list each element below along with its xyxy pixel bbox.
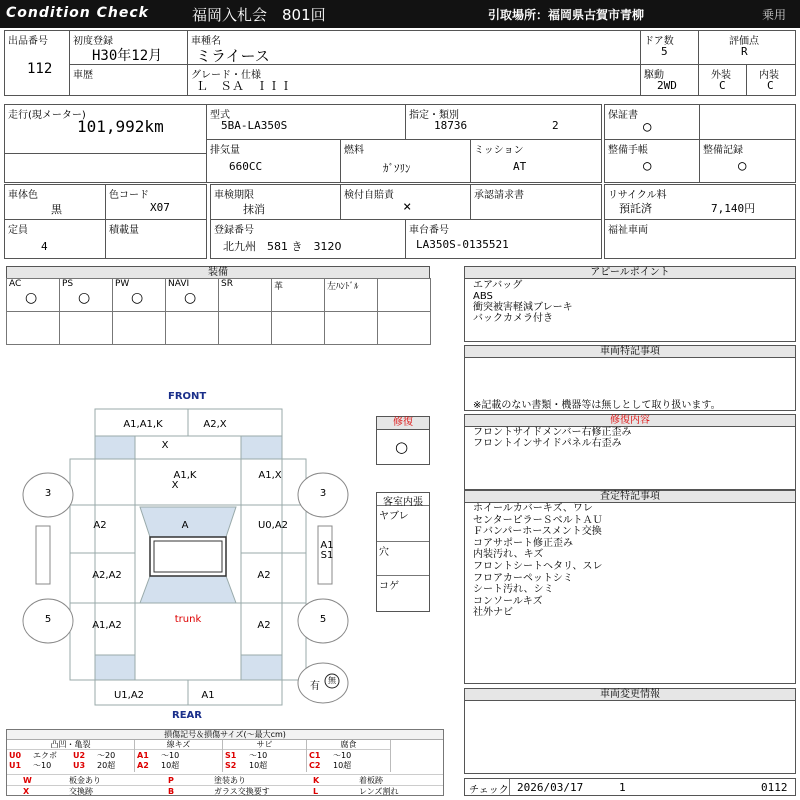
inspection-note-line: コアサポート修正歪み: [473, 537, 573, 549]
maintenance-label: 整備手帳: [608, 145, 648, 156]
legend-row: [307, 761, 391, 771]
equipment-value: ○: [131, 290, 144, 306]
spare-tire-mark: 無: [328, 676, 336, 685]
inspection-note-line: ホイールカバーキズ、ワレ: [473, 503, 593, 514]
repair-history-value: ○: [395, 438, 409, 456]
interior-lining-title: 客室内張: [377, 493, 429, 506]
rear-right-tire: 5: [319, 614, 327, 625]
repair-line: フロントインサイドパネル右歪み: [473, 438, 622, 449]
legend-desc: 20超: [97, 761, 116, 770]
body-color: 黒: [51, 203, 62, 216]
appeal-line: ABS: [473, 291, 493, 302]
equipment-name: NAVI: [168, 279, 190, 289]
interior-grade: C: [767, 79, 774, 92]
inspection-notes-title: 査定特記事項: [464, 490, 796, 503]
lot-number: 112: [27, 61, 53, 77]
rear-right-bumper-damage: A1: [201, 690, 215, 701]
legend-code: U2: [73, 751, 86, 760]
inspection: 抹消: [243, 203, 265, 216]
inspection-note-line: センターピラーＳベルトＡＵ: [473, 514, 603, 526]
legend-desc: 交換跡: [69, 787, 93, 796]
legend-code: X: [23, 787, 30, 796]
legend-code: S2: [225, 761, 237, 770]
equipment-name: PS: [62, 279, 74, 289]
front-label: FRONT: [168, 391, 207, 402]
special-notes-text: ※記載のない書類・機器等は無しとして取り扱います。: [473, 400, 721, 411]
legend-group: [135, 740, 223, 772]
legend-code-row: [7, 774, 443, 785]
model: 5BA-LA350S: [221, 119, 288, 132]
interior-label: 内装: [759, 70, 779, 81]
legend-desc: 〜10: [33, 761, 52, 770]
rear-left-door-damage: A2,A2: [92, 570, 122, 581]
exterior-grade: C: [719, 79, 726, 92]
vehicle-class: 乗用: [762, 8, 787, 22]
drive: 2WD: [657, 79, 677, 92]
right-quarter-damage: A2: [257, 620, 271, 631]
legend-desc: 板金あり: [69, 776, 101, 785]
legend-desc: エクボ: [33, 751, 57, 760]
legend-group: [223, 740, 307, 772]
inspection-note-line: フロントシートヘタリ、スレ: [473, 560, 603, 572]
legend-desc: 塗装あり: [214, 776, 246, 785]
mileage: 101,992km: [77, 117, 164, 136]
interior-row-hole: 穴: [379, 547, 389, 558]
first-registration: H30年12月: [92, 48, 163, 64]
legend-code: U0: [9, 751, 22, 760]
legend-code: K: [313, 776, 320, 785]
front-left-door-damage: A2: [93, 520, 107, 531]
interior-row-tear: ヤブレ: [379, 511, 409, 522]
front-left-tire: 3: [44, 488, 52, 499]
legend-desc: ガラス交換要す: [214, 787, 270, 796]
check-date: 2026/03/17: [517, 781, 584, 794]
approval-label: 承認請求書: [474, 190, 524, 201]
legend-desc: 〜20: [97, 751, 116, 760]
history-label: 車歴: [73, 70, 93, 81]
legend-desc: 〜10: [333, 751, 352, 760]
legend-row: [307, 751, 391, 761]
legend-group: [7, 740, 135, 772]
plate: 北九州 581 き 3120: [223, 240, 342, 253]
left-quarter-damage: A1,A2: [92, 620, 122, 631]
first-registration-label: 初度登録: [73, 36, 113, 47]
welfare-label: 福祉車両: [608, 225, 648, 236]
rear-left-bumper-damage: U1,A2: [113, 690, 145, 701]
right-fender-damage: A1,X: [258, 470, 282, 481]
legend-title: 損傷記号＆損傷サイズ(〜最大cm): [7, 730, 443, 740]
check-number: 0112: [761, 781, 788, 794]
legend-code: P: [168, 776, 174, 785]
auction-title: 福岡入札会 801回: [192, 6, 326, 24]
legend-group-title: サビ: [223, 740, 306, 750]
legend-desc: 10超: [249, 761, 268, 770]
displacement-label: 排気量: [210, 145, 240, 156]
displacement: 660CC: [229, 160, 263, 173]
inspection-note-line: シート汚れ、シミ: [473, 584, 554, 596]
model-label: 型式: [210, 110, 230, 121]
transmission-label: ミッション: [474, 145, 524, 156]
condition-check-logo: Condition Check: [6, 5, 149, 21]
equipment-value: ○: [184, 290, 197, 306]
color-code-label: 色コード: [109, 190, 149, 201]
repair-history-title: 修復: [376, 416, 430, 430]
maintenance-record-label: 整備記録: [703, 145, 743, 156]
appeal-line: バックカメラ付き: [473, 313, 553, 324]
rear-label: REAR: [172, 710, 202, 721]
lot-number-label: 出品番号: [8, 36, 48, 47]
legend-code-row: [7, 785, 443, 796]
cert-label: 指定・類別: [409, 110, 459, 121]
legend-desc: 〜10: [161, 751, 180, 760]
legend-desc: 10超: [161, 761, 180, 770]
legend-desc: 〜10: [249, 751, 268, 760]
special-notes-title: 車両特記事項: [464, 345, 796, 358]
exterior-label: 外装: [711, 70, 731, 81]
legend-code: C2: [309, 761, 321, 770]
change-info-title: 車両変更情報: [464, 688, 796, 701]
fuel: ｶﾞｿﾘﾝ: [383, 162, 411, 175]
equipment-name: 左ﾊﾝﾄﾞﾙ: [327, 282, 359, 292]
legend-desc: レンズ割れ: [359, 787, 399, 796]
legend-code: U3: [73, 761, 86, 770]
doors: 5: [661, 45, 668, 58]
inspection-note-line: 内装汚れ、キズ: [473, 549, 544, 561]
front-left-bumper-damage: A1,A1,K: [123, 419, 163, 430]
legend-desc: 着板跡: [359, 776, 383, 785]
front-center-damage: X: [161, 440, 169, 451]
load-label: 積載量: [109, 225, 139, 236]
damage-legend: [6, 729, 444, 796]
legend-code: C1: [309, 751, 321, 760]
legend-code: L: [313, 787, 319, 796]
legend-group-title: 線キズ: [135, 740, 222, 750]
legend-group-title: 腐食: [307, 740, 390, 750]
inspection-note-line: コンソールキズ: [473, 595, 543, 607]
mileage-label: 走行(現メーター): [8, 110, 86, 121]
legend-group-title: 凸凹・亀裂: [7, 740, 134, 750]
check-count: 1: [619, 781, 626, 794]
plate-label: 登録番号: [214, 225, 254, 236]
legend-code: A2: [137, 761, 149, 770]
warranty: ○: [643, 119, 652, 135]
pickup-location: 引取場所：福岡県古賀市青柳: [488, 8, 645, 22]
legend-row: [135, 751, 223, 761]
legend-code: B: [168, 787, 175, 796]
hood-damage: A1,K: [173, 470, 197, 481]
equipment-name: 革: [274, 282, 284, 292]
fuel-label: 燃料: [344, 145, 364, 156]
right-pillar-damage: A1: [320, 540, 334, 551]
cert2: 2: [552, 119, 559, 132]
equipment-name: PW: [115, 279, 130, 289]
appeal-title: アピールポイント: [464, 266, 796, 279]
legend-desc: 10超: [333, 761, 352, 770]
capacity: 4: [41, 240, 48, 253]
grade-score: R: [741, 45, 748, 58]
chassis: LA350S-0135521: [416, 238, 509, 251]
inspection-note-line: フロアカーペットシミ: [473, 572, 573, 584]
rear-left-tire: 5: [44, 614, 52, 625]
hood-damage-2: X: [171, 480, 179, 491]
repair-line: フロントサイドメンバー右修正歪み: [473, 427, 632, 438]
legend-code: A1: [137, 751, 149, 760]
trim: Ｌ ＳＡ ＩＩＩ: [196, 79, 293, 93]
check-label: チェック: [469, 785, 509, 796]
right-pillar-damage-2: S1: [320, 550, 334, 561]
color-code: X07: [150, 201, 170, 214]
vehicle-name-label: 車種名: [191, 36, 221, 47]
recycle-status: 預託済: [619, 202, 652, 215]
legend-codes: [7, 774, 443, 796]
front-right-bumper-damage: A2,X: [203, 419, 227, 430]
windshield-damage: A: [181, 520, 189, 531]
trunk-label: trunk: [174, 614, 202, 625]
inspection-note-line: Ｆバンパーホースメント交換: [473, 526, 602, 538]
insurance-label: 検付自賠責: [344, 190, 394, 201]
body-color-label: 車体色: [8, 190, 38, 201]
equipment-title: 装備: [6, 266, 430, 279]
front-right-door-damage: U0,A2: [257, 520, 289, 531]
legend-row: [135, 761, 223, 771]
drive-label: 駆動: [644, 70, 664, 81]
inspection-note-line: 社外ナビ: [473, 607, 513, 619]
front-right-tire: 3: [319, 488, 327, 499]
legend-group: [307, 740, 391, 772]
cert: 18736: [434, 119, 468, 132]
grade-score-label: 評価点: [729, 36, 759, 47]
insurance: ×: [403, 199, 412, 215]
interior-row-burn: コゲ: [379, 581, 399, 592]
chassis-label: 車台番号: [409, 225, 449, 236]
legend-row: [223, 761, 307, 771]
maintenance-record: ○: [738, 158, 747, 174]
doors-label: ドア数: [644, 36, 674, 47]
vehicle-name: ミライース: [196, 47, 270, 65]
warranty-label: 保証書: [608, 110, 638, 121]
spare-tire-label: 有: [310, 681, 320, 692]
inspection-label: 車検期限: [214, 190, 254, 201]
capacity-label: 定員: [8, 225, 28, 236]
legend-row: [7, 751, 135, 761]
repair-content-title: 修復内容: [464, 414, 796, 427]
legend-code: W: [23, 776, 32, 785]
transmission: AT: [513, 160, 527, 173]
appeal-line: 衝突被害軽減ブレーキ: [473, 302, 573, 313]
legend-code: S1: [225, 751, 237, 760]
legend-row: [223, 751, 307, 761]
equipment-value: ○: [78, 290, 91, 306]
trim-label: グレード・仕様: [191, 70, 261, 81]
maintenance: ○: [643, 158, 652, 174]
appeal-line: エアバッグ: [473, 280, 523, 291]
equipment-name: SR: [221, 279, 233, 289]
recycle-fee: 7,140円: [711, 202, 756, 215]
legend-body: [7, 740, 443, 772]
equipment-value: ○: [25, 290, 38, 306]
rear-right-door-damage: A2: [257, 570, 271, 581]
legend-code: U1: [9, 761, 22, 770]
equipment-name: AC: [9, 279, 22, 289]
legend-row: [7, 761, 135, 771]
recycle-label: リサイクル料: [608, 190, 667, 201]
